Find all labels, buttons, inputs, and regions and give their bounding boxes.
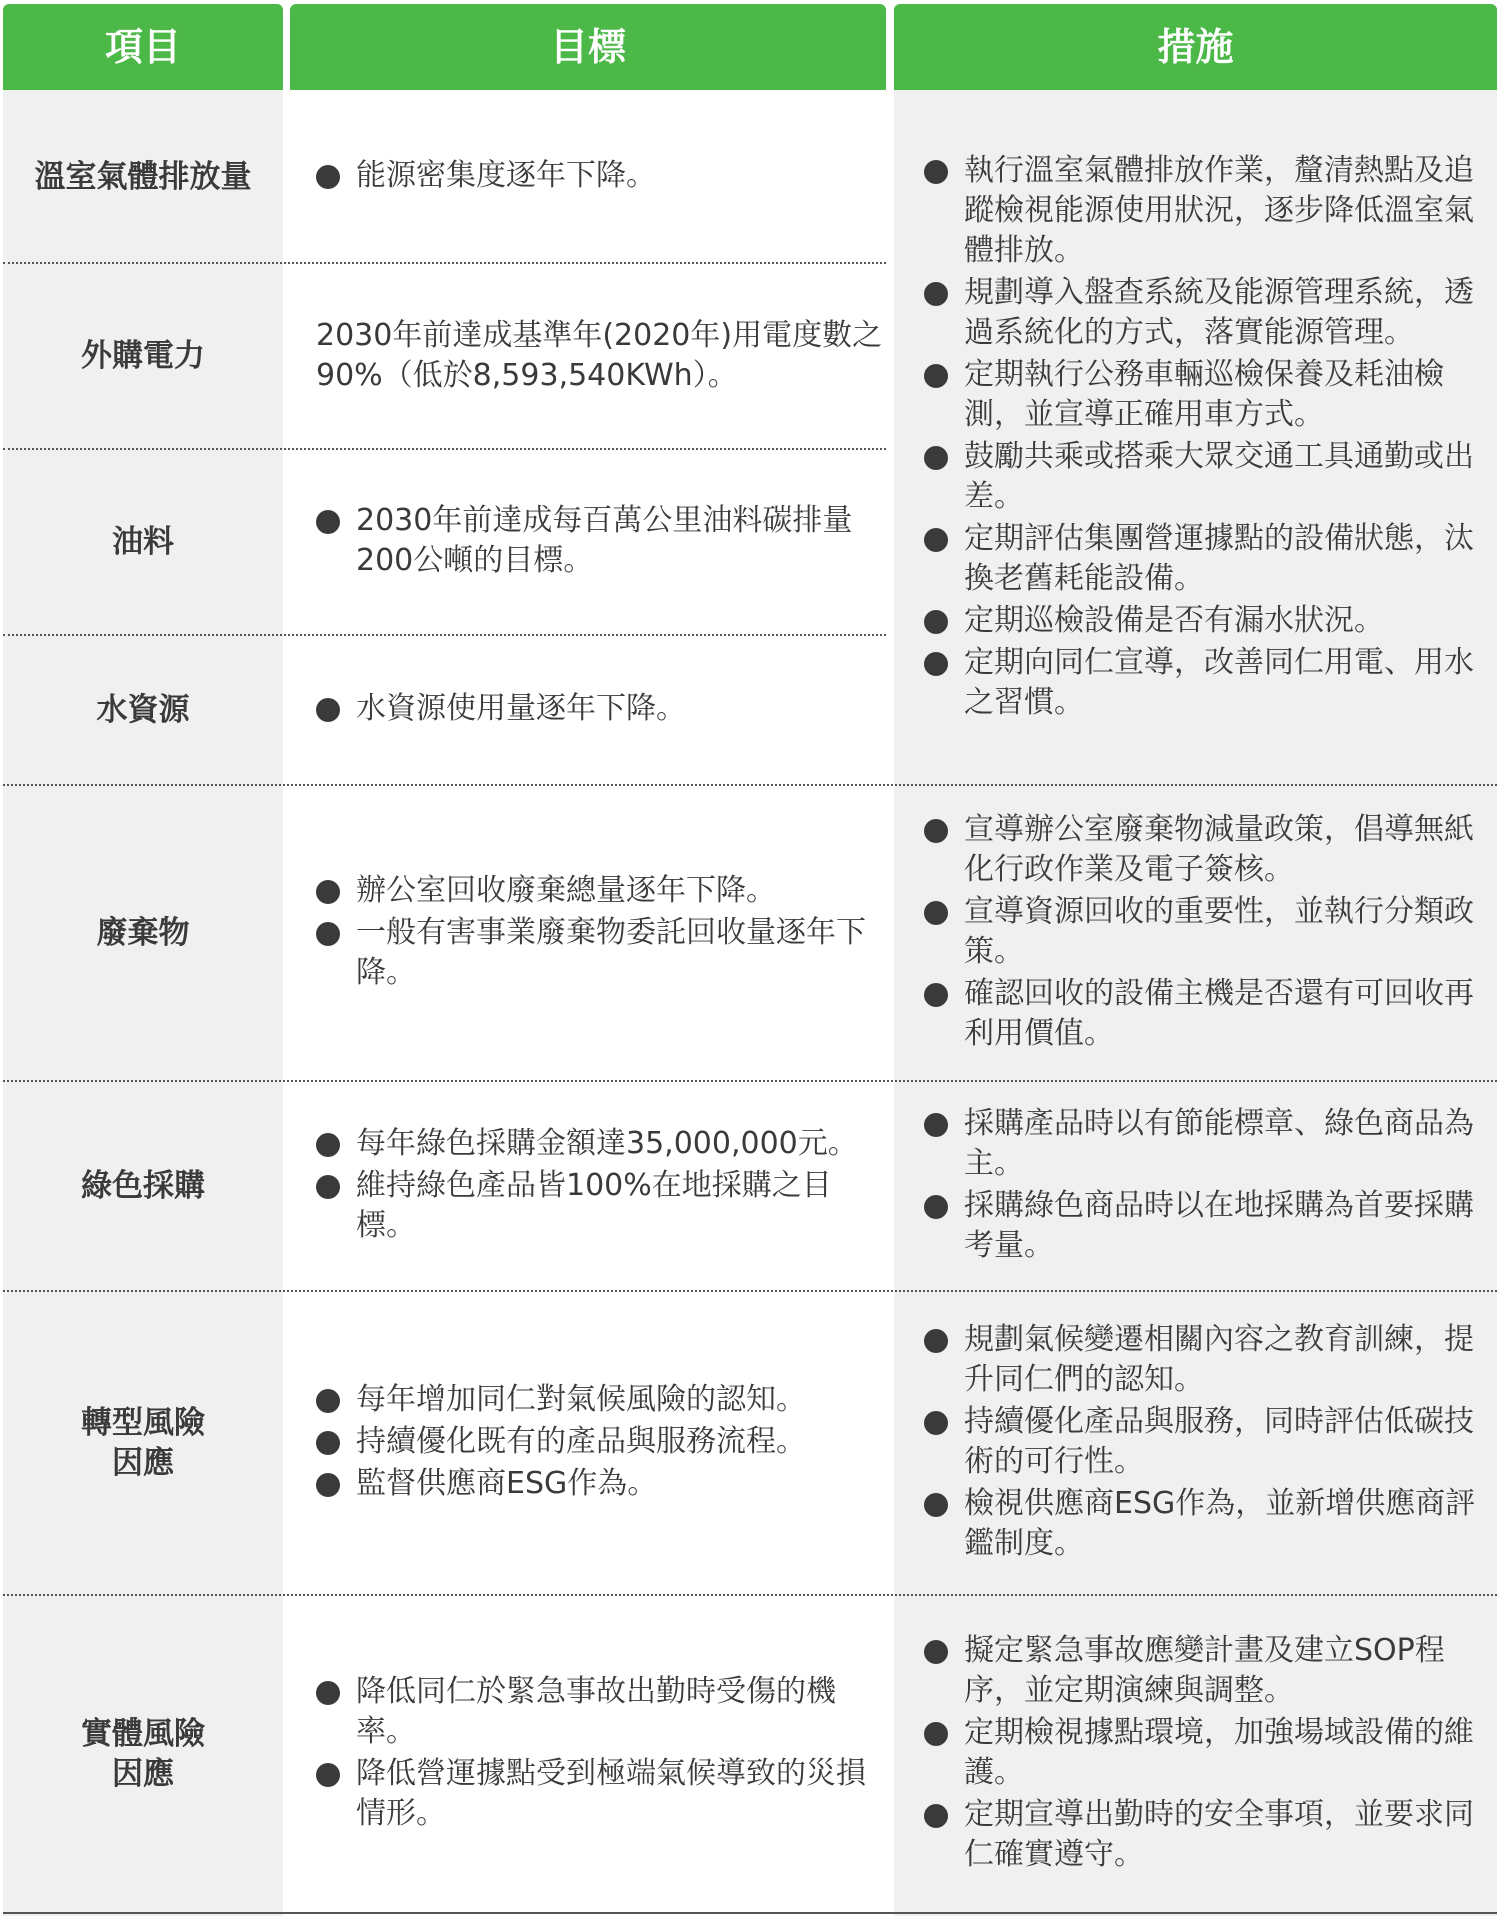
target-bullet: 降低同仁於緊急事故出勤時受傷的機率。	[314, 1672, 884, 1752]
bullet-icon	[924, 652, 948, 676]
target-bullet: 監督供應商ESG作為。	[314, 1464, 884, 1504]
bullet-icon	[316, 510, 340, 534]
target-bullet: 每年綠色採購金額達35,000,000元。	[314, 1124, 884, 1164]
measure-bullet: 定期宣導出勤時的安全事項，並要求同仁確實遵守。	[922, 1795, 1482, 1875]
item-label: 溫室氣體排放量	[34, 159, 252, 195]
item-label: 外購電力	[81, 338, 205, 374]
measure-bullet: 定期巡檢設備是否有漏水狀況。	[922, 601, 1482, 641]
bullet-icon	[924, 1329, 948, 1353]
target-cell	[314, 786, 884, 1080]
table-bottom-border	[3, 1912, 1497, 1914]
item-label-line: 實體風險	[81, 1716, 205, 1752]
measure-bullet: 定期執行公務車輛巡檢保養及耗油檢測，並宣導正確用車方式。	[922, 355, 1482, 435]
measure-bullet: 持續優化產品與服務，同時評估低碳技術的可行性。	[922, 1402, 1482, 1482]
bullet-icon	[924, 446, 948, 470]
bullet-icon	[316, 1473, 340, 1497]
item-cell	[3, 1596, 283, 1912]
target-cell	[314, 92, 884, 262]
target-cell	[314, 264, 884, 448]
bullet-icon	[924, 1640, 948, 1664]
target-bullet: 持續優化既有的產品與服務流程。	[314, 1422, 884, 1462]
measure-bullet: 規劃氣候變遷相關內容之教育訓練，提升同仁們的認知。	[922, 1320, 1482, 1400]
item-cell	[3, 1292, 283, 1594]
measure-bullet: 鼓勵共乘或搭乘大眾交通工具通勤或出差。	[922, 437, 1482, 517]
measure-bullet: 檢視供應商ESG作為，並新增供應商評鑑制度。	[922, 1484, 1482, 1564]
bullet-icon	[924, 1195, 948, 1219]
measure-bullet: 宣導辦公室廢棄物減量政策，倡導無紙化行政作業及電子簽核。	[922, 810, 1482, 890]
bullet-icon	[924, 528, 948, 552]
target-text: 2030年前達成基準年(2020年)用電度數之 90%（低於8,593,540KWh）。	[316, 318, 883, 393]
measure-bullet: 擬定緊急事故應變計畫及建立SOP程序，並定期演練與調整。	[922, 1631, 1482, 1711]
item-label: 水資源	[96, 692, 190, 728]
measure-bullet: 定期檢視據點環境，加強場域設備的維護。	[922, 1713, 1482, 1793]
item-label-line: 轉型風險	[81, 1405, 205, 1441]
measure-bullet: 採購產品時以有節能標章、綠色商品為主。	[922, 1104, 1482, 1184]
item-cell	[3, 636, 283, 784]
bullet-icon	[316, 1133, 340, 1157]
item-label: 綠色採購	[81, 1168, 205, 1204]
bullet-icon	[316, 1389, 340, 1413]
bullet-icon	[924, 160, 948, 184]
target-bullet: 每年增加同仁對氣候風險的認知。	[314, 1380, 884, 1420]
item-label: 廢棄物	[96, 915, 190, 951]
target-bullet: 水資源使用量逐年下降。	[314, 689, 884, 729]
item-cell	[3, 264, 283, 448]
header-target: 目標	[290, 4, 886, 90]
item-cell	[3, 92, 283, 262]
item-cell	[3, 1082, 283, 1290]
measure-bullet: 採購綠色商品時以在地採購為首要採購考量。	[922, 1186, 1482, 1266]
item-cell	[3, 450, 283, 634]
measure-bullet: 定期評估集團營運據點的設備狀態，汰換老舊耗能設備。	[922, 519, 1482, 599]
measure-cell	[922, 786, 1482, 1080]
measure-cell	[922, 92, 1482, 784]
bullet-icon	[316, 165, 340, 189]
bullet-icon	[924, 983, 948, 1007]
bullet-icon	[924, 1113, 948, 1137]
target-bullet: 降低營運據點受到極端氣候導致的災損情形。	[314, 1754, 884, 1834]
measure-cell	[922, 1596, 1482, 1912]
target-bullet: 能源密集度逐年下降。	[314, 156, 884, 196]
bullet-icon	[924, 901, 948, 925]
bullet-icon	[924, 364, 948, 388]
target-cell	[314, 1596, 884, 1912]
measure-bullet: 確認回收的設備主機是否還有可回收再利用價值。	[922, 974, 1482, 1054]
target-bullet: 辦公室回收廢棄總量逐年下降。	[314, 871, 884, 911]
bullet-icon	[924, 1493, 948, 1517]
bullet-icon	[316, 1763, 340, 1787]
measure-bullet: 定期向同仁宣導，改善同仁用電、用水之習慣。	[922, 643, 1482, 723]
bullet-icon	[316, 922, 340, 946]
target-bullet: 一般有害事業廢棄物委託回收量逐年下降。	[314, 913, 884, 993]
target-cell	[314, 1082, 884, 1290]
bullet-icon	[316, 1681, 340, 1705]
item-label-line: 因應	[112, 1445, 174, 1481]
measure-bullet: 規劃導入盤查系統及能源管理系統，透過系統化的方式，落實能源管理。	[922, 273, 1482, 353]
header-item: 項目	[3, 4, 283, 90]
target-cell	[314, 636, 884, 784]
measure-bullet: 宣導資源回收的重要性，並執行分類政策。	[922, 892, 1482, 972]
bullet-icon	[924, 819, 948, 843]
bullet-icon	[316, 1431, 340, 1455]
bullet-icon	[316, 698, 340, 722]
bullet-icon	[924, 1804, 948, 1828]
target-bullet: 2030年前達成每百萬公里油料碳排量200公噸的目標。	[314, 501, 884, 581]
target-bullet: 維持綠色產品皆100%在地採購之目標。	[314, 1166, 884, 1246]
bullet-icon	[316, 1175, 340, 1199]
bullet-icon	[924, 610, 948, 634]
measure-bullet: 執行溫室氣體排放作業，釐清熱點及追蹤檢視能源使用狀況，逐步降低溫室氣體排放。	[922, 151, 1482, 271]
bullet-icon	[924, 282, 948, 306]
measure-cell	[922, 1292, 1482, 1594]
bullet-icon	[316, 880, 340, 904]
measure-cell	[922, 1082, 1482, 1290]
item-label: 油料	[112, 524, 174, 560]
bullet-icon	[924, 1722, 948, 1746]
target-cell	[314, 450, 884, 634]
item-label-line: 因應	[112, 1756, 174, 1792]
header-measure: 措施	[894, 4, 1497, 90]
bullet-icon	[924, 1411, 948, 1435]
target-cell	[314, 1292, 884, 1594]
item-cell	[3, 786, 283, 1080]
